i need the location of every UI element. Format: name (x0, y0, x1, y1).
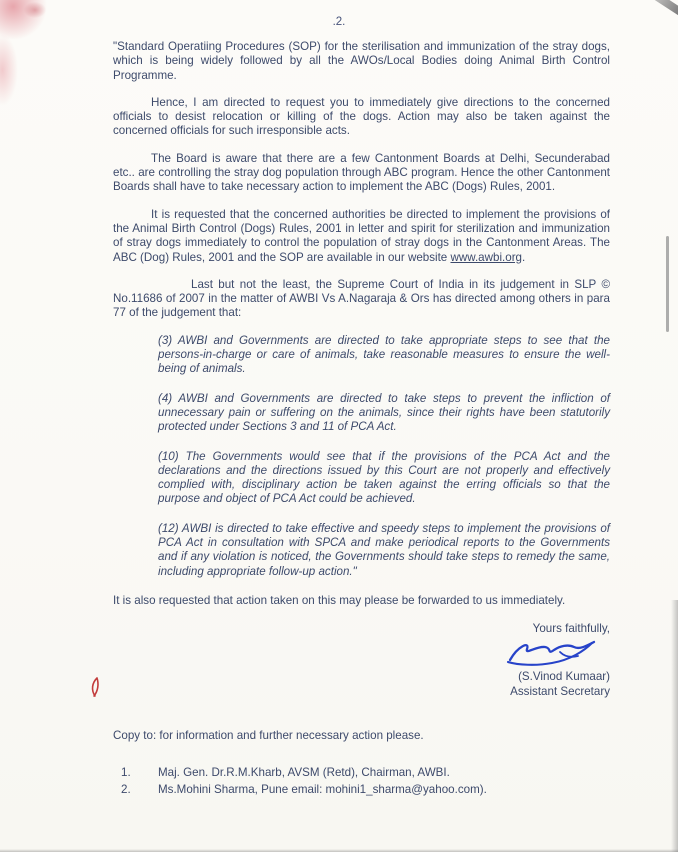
scan-edge-right-mid (666, 236, 669, 332)
copy-to-item-1 (121, 766, 610, 780)
signature-scribble-icon (113, 638, 604, 668)
copy-to-item-1-number: 1. (121, 765, 131, 779)
page-number: .2. (332, 16, 346, 28)
copy-to-section (113, 729, 610, 797)
letter-body (113, 40, 610, 800)
paragraph-board-aware: The Board is aware that there are a few Cantonment Boards at Delhi, Secunderabad etc.. are controlling the stray dog population through ABC program. Hence the other Cantonment Boards shall have to take necessary action to implement the ABC (Dogs) Rules, 2001. (113, 151, 610, 194)
red-pen-mark (88, 676, 104, 700)
judgement-quote-12: (12) AWBI is directed to take effective and speedy steps to implement the provisions of PCA Act in consultation with SPCA and make periodical reports to the Governments and if any violation is noticed, the Governments should take steps to remedy the same, including appropriate follow-up action." (158, 521, 610, 578)
copy-to-item-2 (121, 783, 610, 797)
judgement-quote-10: (10) The Governments would see that if the provisions of the PCA Act and the declarations and the directions issued by this Court are not properly and effectively complied with, disciplinary action be taken against the erring officials so that the purpose and object of PCA Act could be achieved. (158, 449, 610, 506)
copy-to-item-1-text: Maj. Gen. Dr.R.M.Kharb, AVSM (Retd), Chairman, AWBI. (158, 765, 450, 779)
closing-title: Assistant Secretary (510, 685, 610, 699)
paragraph-hence: Hence, I am directed to request you to immediately give directions to the concerned officials to desist relocation or killing of the dogs. Action may also be taken against the concerned officials for such irresponsible acts. (113, 95, 610, 138)
judgement-quote-3: (3) AWBI and Governments are directed to take appropriate steps to see that the persons-in-charge or care of animals, take reasonable measures to ensure the well-being of animals. (158, 333, 610, 376)
copy-to-item-2-text: Ms.Mohini Sharma, Pune email: mohini1_sharma@yahoo.com). (158, 782, 487, 796)
paragraph-supreme-court: Last but not the least, the Supreme Court of India in its judgement in SLP © No.11686 of 2007 in the matter of AWBI Vs A.Nagaraja & Ors has directed among others in para 77 of the judgement that: (113, 277, 610, 320)
closing-salutation: Yours faithfully, (532, 622, 610, 636)
closing-name: (S.Vinod Kumaar) (518, 670, 610, 684)
paragraph-requested (113, 208, 610, 265)
closing-block (113, 621, 610, 699)
copy-to-item-2-number: 2. (121, 782, 131, 796)
paragraph-requested-period: . (522, 250, 526, 264)
scan-smudge-left-edge (0, 34, 18, 106)
paragraph-requested-text: It is requested that the concerned authorities be directed to implement the provisions of the Animal Birth Control (Dogs) Rules, 2001 in letter and spirit for sterilization and immunization of stray dogs immediately to control the population of stray dogs in the Cantonment Areas. The ABC (Dog) Rules, 2001 and the SOP are available in our website (113, 207, 610, 264)
copy-to-label: Copy to: for information and further necessary action please. (113, 729, 424, 743)
paragraph-final-request: It is also requested that action taken on this may please be forwarded to us immediately. (113, 593, 566, 607)
scan-edge-top-right (633, 0, 678, 17)
paragraph-sop: "Standard Operatiing Procedures (SOP) for the sterilisation and immunization of the stray dogs, which is being widely followed by all the AWOs/Local Bodies doing Animal Birth Control Programme. (113, 40, 610, 82)
awbi-website-link[interactable]: www.awbi.org (450, 250, 523, 264)
scan-edge-right-bottom (671, 600, 678, 852)
judgement-quote-4: (4) AWBI and Governments are directed to take steps to prevent the infliction of unnecessary pain or suffering on the animals, since their rights have been statutorily protected under Sections 3 and 11 of PCA Act. (158, 391, 610, 434)
